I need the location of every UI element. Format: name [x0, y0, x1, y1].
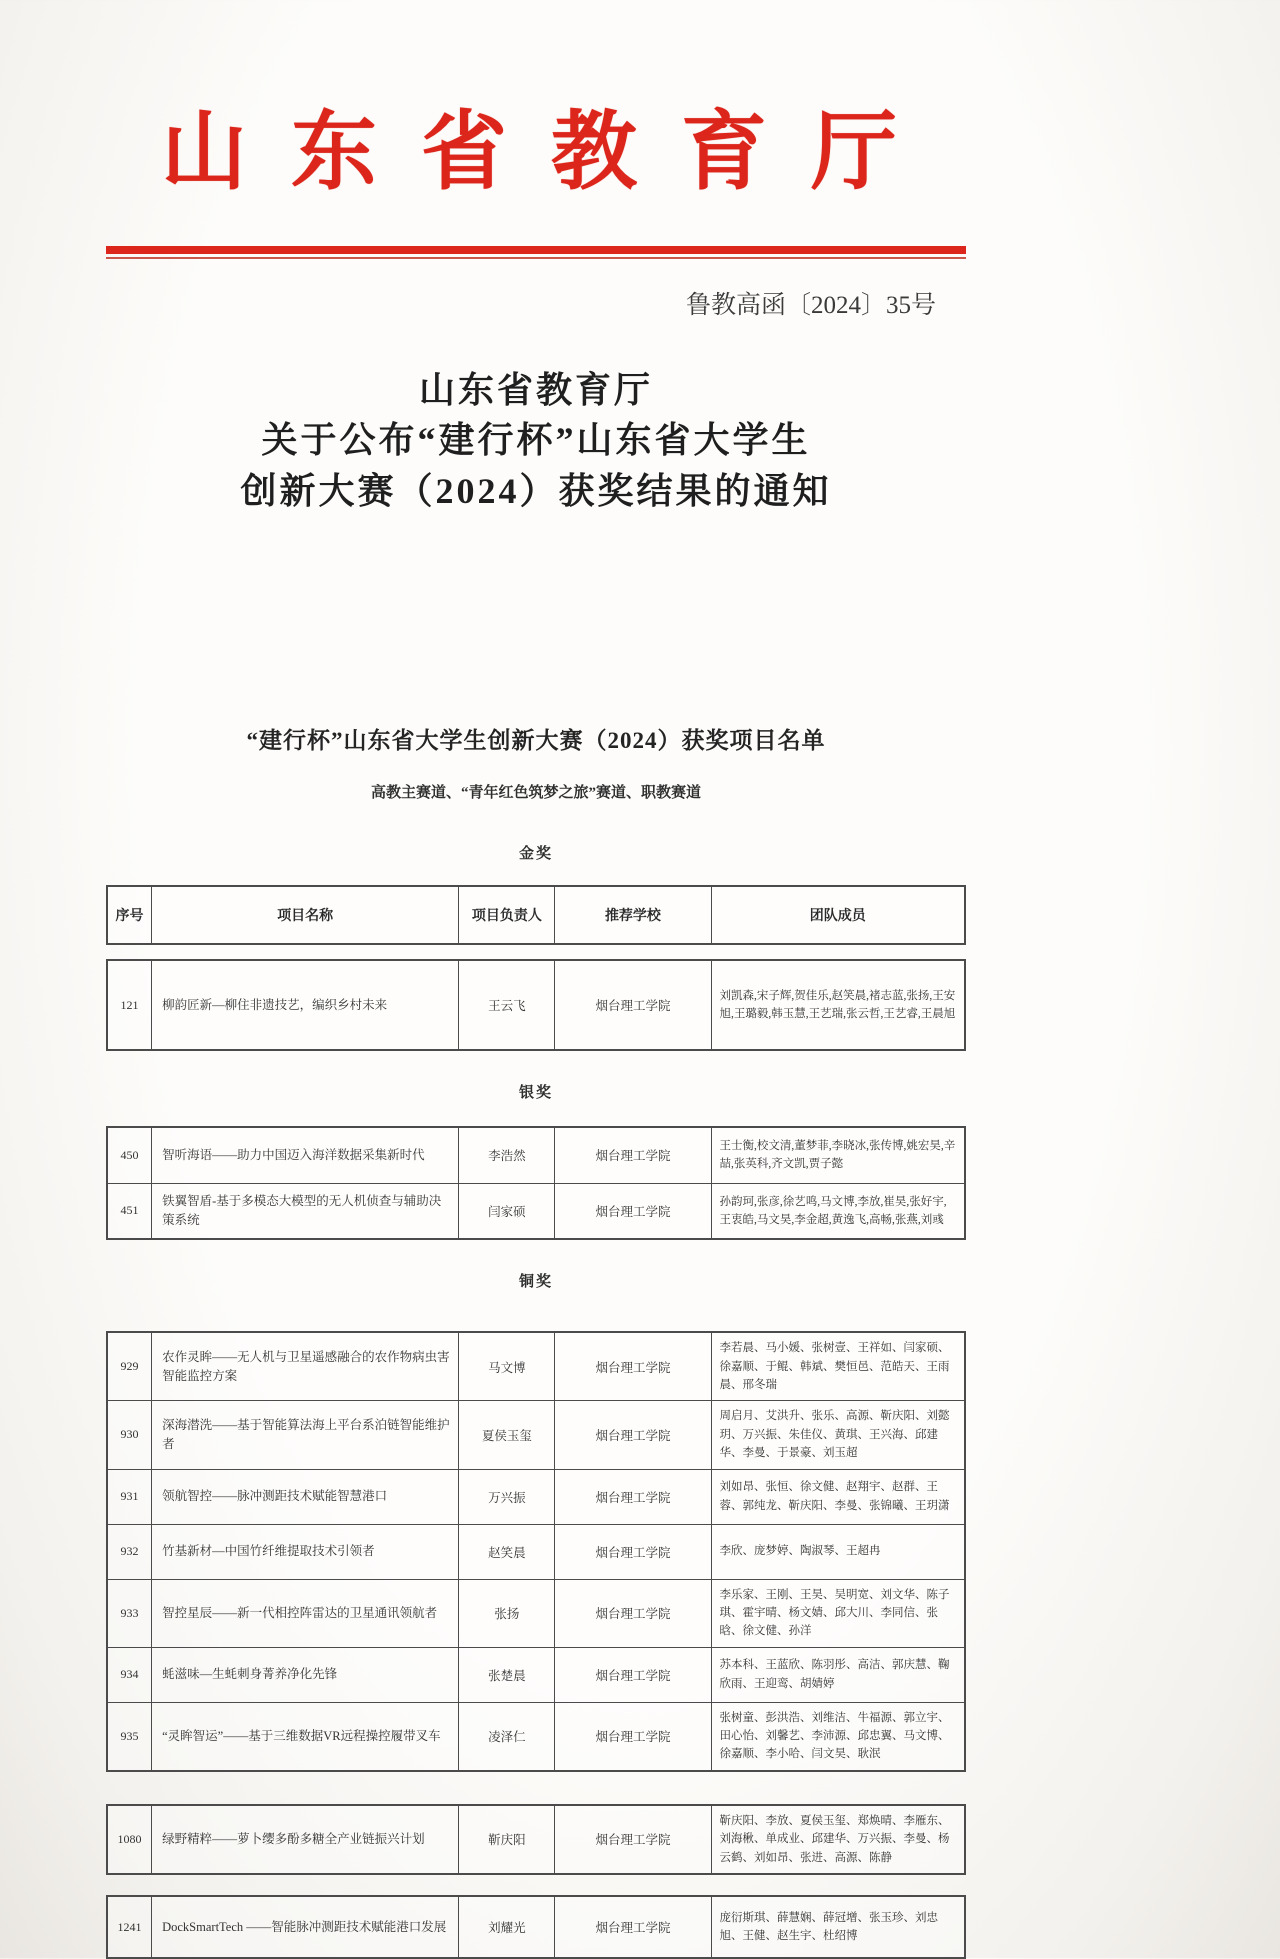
award-label-gold: 金奖 [518, 846, 553, 863]
gold-award-table [106, 959, 966, 1051]
cell-serial-number: 1241 [107, 1896, 152, 1958]
table-row [107, 1896, 965, 1958]
cell-recommending-school: 烟台理工学院 [555, 1702, 711, 1771]
cell-recommending-school: 烟台理工学院 [555, 1896, 711, 1958]
cell-team-members: 靳庆阳、李放、夏侯玉玺、郑焕晴、李雁东、刘海楸、单成业、邱建华、万兴振、李曼、杨云鹤、刘如昂、张进、高源、陈静 [711, 1805, 965, 1874]
cell-recommending-school: 烟台理工学院 [555, 1469, 711, 1524]
cell-project-name: 柳韵匠新—柳住非遗技艺，编织乡村未来 [152, 960, 459, 1050]
results-table-header [106, 885, 966, 945]
cell-serial-number: 935 [107, 1702, 152, 1771]
cell-serial-number: 930 [107, 1401, 152, 1469]
cell-serial-number: 121 [107, 960, 152, 1050]
cell-team-members: 李欣、庞梦婷、陶淑琴、王超冉 [711, 1524, 965, 1579]
cell-recommending-school: 烟台理工学院 [555, 1805, 711, 1874]
table-row [107, 1805, 965, 1874]
cell-project-name: 领航智控——脉冲测距技术赋能智慧港口 [152, 1469, 459, 1524]
table-row [107, 1579, 965, 1647]
cell-team-members: 周启月、艾洪升、张乐、高源、靳庆阳、刘懿玥、万兴振、朱佳仪、黄琪、王兴海、邱建华、李曼、于景豪、刘玉超 [711, 1401, 965, 1469]
cell-serial-number: 451 [107, 1183, 152, 1239]
cell-project-name: 农作灵眸——无人机与卫星遥感融合的农作物病虫害智能监控方案 [152, 1332, 459, 1401]
table-row [107, 1469, 965, 1524]
cell-serial-number: 450 [107, 1127, 152, 1183]
table-row [107, 1702, 965, 1771]
table-row [107, 1127, 965, 1183]
document-number: 鲁教高函〔2024〕35号 [685, 292, 936, 319]
cell-project-leader: 靳庆阳 [459, 1805, 555, 1874]
cell-project-name: 铁翼智盾-基于多模态大模型的无人机侦查与辅助决策系统 [152, 1183, 459, 1239]
cell-project-leader: 赵笑晨 [459, 1524, 555, 1579]
table-row [107, 1183, 965, 1239]
table-row [107, 1401, 965, 1469]
cell-team-members: 张树童、彭洪浩、刘维洁、牛福源、郭立宇、田心怡、刘馨艺、李沛源、邱忠翼、马文博、徐嘉顺、李小哈、闫文昊、耿泯 [711, 1702, 965, 1771]
bronze-award-table-1080 [106, 1804, 966, 1875]
header-row [107, 886, 965, 944]
notice-title-line-2: 关于公布“建行杯”山东省大学生 [261, 420, 811, 461]
cell-project-name: 智控星辰——新一代相控阵雷达的卫星通讯领航者 [152, 1579, 459, 1647]
table-row [107, 1524, 965, 1579]
agency-letterhead: 山东省教育厅 [161, 104, 941, 200]
cell-project-leader: 刘耀光 [459, 1896, 555, 1958]
cell-serial-number: 932 [107, 1524, 152, 1579]
cell-project-leader: 夏侯玉玺 [459, 1401, 555, 1469]
cell-project-leader: 马文博 [459, 1332, 555, 1401]
notice-title-line-3: 创新大赛（2024）获奖结果的通知 [240, 470, 832, 511]
cell-serial-number: 934 [107, 1647, 152, 1702]
cell-project-leader: 闫家硕 [459, 1183, 555, 1239]
table-row [107, 960, 965, 1050]
silver-award-table [106, 1126, 966, 1240]
cell-project-name: 智听海语——助力中国迈入海洋数据采集新时代 [152, 1127, 459, 1183]
cell-project-name: 竹基新材—中国竹纤维提取技术引领者 [152, 1524, 459, 1579]
cell-recommending-school: 烟台理工学院 [555, 960, 711, 1050]
cell-team-members: 李乐家、王刚、王昊、吴明宽、刘文华、陈子琪、霍宇晴、杨文婧、邱大川、李同信、张晗、徐文健、孙洋 [711, 1579, 965, 1647]
bronze-award-table [106, 1331, 966, 1772]
header-serial-number: 序号 [107, 886, 152, 944]
cell-team-members: 苏本科、王蓝欣、陈羽彤、高洁、郭庆慧、鞠欣雨、王迎鸾、胡婧婷 [711, 1647, 965, 1702]
cell-team-members: 刘如昂、张恒、徐文健、赵翔宇、赵群、王蓉、郭纯龙、靳庆阳、李曼、张锦曦、王玥潇 [711, 1469, 965, 1524]
cell-project-name: DockSmartTech ——智能脉冲测距技术赋能港口发展 [152, 1896, 459, 1958]
cell-team-members: 刘凯森,宋子辉,贺佳乐,赵笑晨,褚志蓝,张扬,王安旭,王璐毅,韩玉慧,王艺瑞,张云哲,王艺睿,王晨旭 [711, 960, 965, 1050]
cell-serial-number: 1080 [107, 1805, 152, 1874]
cell-project-leader: 凌泽仁 [459, 1702, 555, 1771]
cell-recommending-school: 烟台理工学院 [555, 1332, 711, 1401]
cell-team-members: 王士衡,校文清,董梦菲,李晓冰,张传博,姚宏昊,辛喆,张英科,齐文凯,贾子懿 [711, 1127, 965, 1183]
cell-team-members: 李若晨、马小媛、张树壹、王祥如、闫家硕、徐嘉顺、于鲲、韩斌、樊恒邑、范皓天、王雨晨、邢冬瑞 [711, 1332, 965, 1401]
cell-serial-number: 933 [107, 1579, 152, 1647]
competition-tracks: 高教主赛道、“青年红色筑梦之旅”赛道、职教赛道 [370, 785, 701, 802]
cell-project-name: 深海潜洗——基于智能算法海上平台系泊链智能维护者 [152, 1401, 459, 1469]
cell-team-members: 孙韵珂,张彦,徐艺鸣,马文博,李放,崔昊,张好宇,王衷皓,马文昊,李金超,黄逸飞,高畅,张燕,刘彧 [711, 1183, 965, 1239]
notice-title-line-1: 山东省教育厅 [418, 370, 653, 410]
header-project-leader: 项目负责人 [459, 886, 555, 944]
cell-serial-number: 929 [107, 1332, 152, 1401]
letterhead-rule-thick [106, 246, 966, 254]
cell-team-members: 庞衍斯琪、薛慧娴、薛冠增、张玉珍、刘忠旭、王健、赵生宇、杜绍博 [711, 1896, 965, 1958]
header-project-name: 项目名称 [152, 886, 459, 944]
cell-recommending-school: 烟台理工学院 [555, 1579, 711, 1647]
cell-project-name: 绿野精粹——萝卜缨多酚多糖全产业链振兴计划 [152, 1805, 459, 1874]
award-label-bronze: 铜奖 [518, 1274, 553, 1291]
cell-project-leader: 王云飞 [459, 960, 555, 1050]
cell-project-leader: 万兴振 [459, 1469, 555, 1524]
bronze-award-table-1241 [106, 1895, 966, 1959]
cell-project-leader: 张楚晨 [459, 1647, 555, 1702]
table-row [107, 1647, 965, 1702]
award-label-silver: 银奖 [518, 1085, 553, 1102]
notice-title [106, 365, 966, 516]
header-team-members: 团队成员 [711, 886, 965, 944]
cell-project-name: “灵眸智运”——基于三维数据VR远程操控履带叉车 [152, 1702, 459, 1771]
letterhead-rule-thin [106, 257, 966, 259]
cell-project-leader: 李浩然 [459, 1127, 555, 1183]
award-list-title: “建行杯”山东省大学生创新大赛（2024）获奖项目名单 [246, 728, 826, 754]
header-recommending-school: 推荐学校 [555, 886, 711, 944]
cell-recommending-school: 烟台理工学院 [555, 1183, 711, 1239]
document-page [106, 82, 966, 1959]
cell-project-leader: 张扬 [459, 1579, 555, 1647]
cell-recommending-school: 烟台理工学院 [555, 1127, 711, 1183]
cell-serial-number: 931 [107, 1469, 152, 1524]
cell-recommending-school: 烟台理工学院 [555, 1401, 711, 1469]
table-row [107, 1332, 965, 1401]
cell-recommending-school: 烟台理工学院 [555, 1647, 711, 1702]
cell-recommending-school: 烟台理工学院 [555, 1524, 711, 1579]
cell-project-name: 蚝滋味—生蚝刺身菁养净化先锋 [152, 1647, 459, 1702]
